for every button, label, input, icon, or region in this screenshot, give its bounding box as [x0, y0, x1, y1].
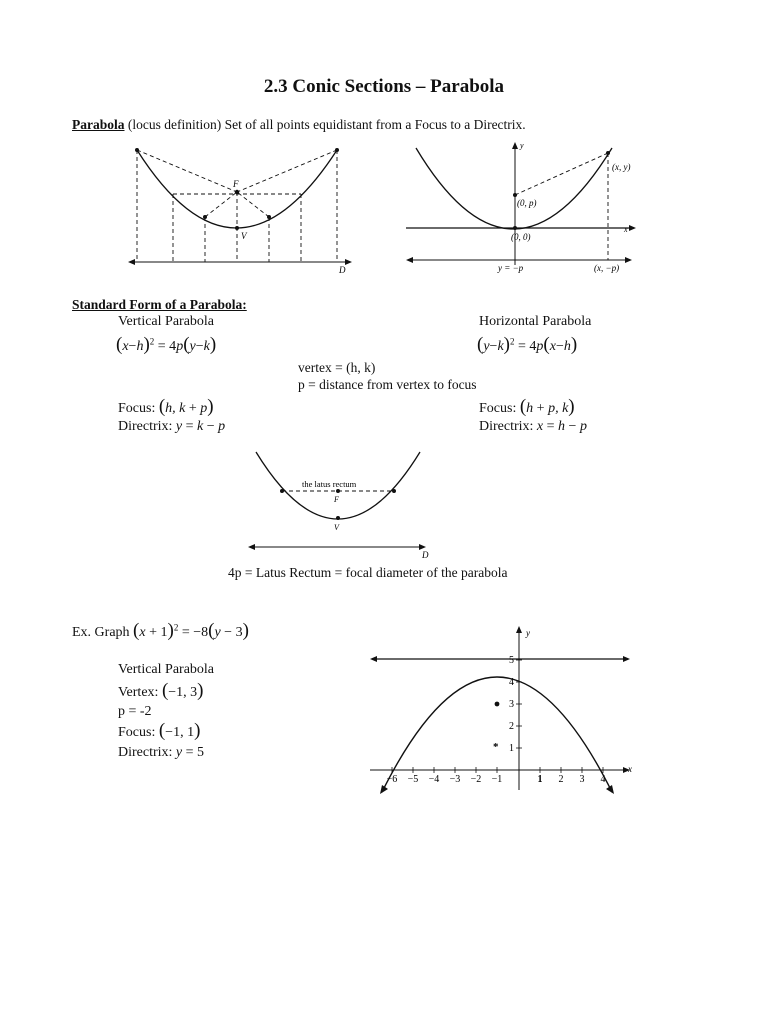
vertical-focus: Focus: (h, k + p)	[118, 396, 214, 417]
definition-term: Parabola	[72, 117, 125, 132]
focus-star-marker: *	[493, 741, 499, 753]
x-tick-label: 1	[537, 774, 543, 785]
latus-directrix-label: D	[422, 550, 429, 560]
directrix-label: D	[339, 265, 346, 275]
example-focus: Focus: (−1, 1)	[118, 720, 201, 741]
x-axis-label: x	[624, 225, 628, 234]
x-tick-label: −1	[491, 774, 503, 785]
x-tick-label: −2	[470, 774, 482, 785]
vertical-parabola-label: Vertical Parabola	[118, 314, 215, 329]
y-tick-label: 5	[509, 655, 514, 666]
y-tick-label: 2	[509, 721, 514, 732]
parabola-curve-2	[416, 148, 612, 229]
x-tick-label: 3	[579, 774, 585, 785]
x-tick-label: 2	[558, 774, 564, 785]
latus-focus-label: F	[334, 495, 339, 504]
vertex-definition: vertex = (h, k)	[298, 360, 376, 375]
example-vertex: Vertex: (−1, 3)	[118, 680, 204, 701]
latus-rectum-diagram	[244, 446, 434, 564]
graph-y-label: y	[526, 628, 530, 638]
example-p: p = -2	[118, 704, 152, 719]
directrix-equation-label: y = −p	[498, 263, 524, 273]
latus-caption: 4p = Latus Rectum = focal diameter of the parabola	[228, 565, 508, 580]
x-tick-label: −4	[428, 774, 440, 785]
horizontal-focus: Focus: (h + p, k)	[479, 396, 575, 417]
origin-label: (0, 0)	[511, 232, 531, 242]
vertical-directrix: Directrix: y = k − p	[118, 419, 226, 434]
y-tick-label: 4	[509, 677, 514, 688]
point-xy-label: (x, y)	[612, 162, 631, 172]
horizontal-equation: $(y-k)^2 = 4p(x-h)$	[477, 334, 578, 355]
x-tick-label: 4	[600, 774, 606, 785]
directrix-foot-label: (x, −p)	[594, 263, 620, 273]
graph-x-label: x	[628, 764, 632, 774]
definition-text: (locus definition) Set of all points equidistant from a Focus to a Directrix.	[124, 117, 526, 132]
definition-line	[72, 117, 526, 133]
p-definition: p = distance from vertex to focus	[298, 377, 477, 392]
latus-vertex-label: V	[334, 523, 339, 532]
coordinate-parabola-diagram	[402, 140, 642, 280]
locus-diagram	[125, 140, 355, 280]
latus-rectum-label: the latus rectum	[302, 479, 357, 489]
x-tick-label: −3	[449, 774, 461, 785]
point-0p-label: (0, p)	[517, 198, 537, 208]
vertex-label: V	[241, 231, 247, 241]
vertical-equation: $(x-h)^2 = 4p(y-k)$	[116, 334, 217, 355]
example-graph	[362, 622, 642, 800]
x-tick-label: −6	[386, 774, 398, 785]
y-axis-label: y	[520, 141, 524, 150]
example-directrix: Directrix: y = 5	[118, 745, 205, 760]
y-tick-label: 3	[509, 699, 514, 710]
example-type: Vertical Parabola	[118, 662, 215, 677]
standard-form-heading: Standard Form of a Parabola:	[72, 297, 247, 312]
focus-label: F	[233, 179, 239, 189]
y-tick-label: 1	[509, 743, 514, 754]
horizontal-parabola-label: Horizontal Parabola	[479, 314, 592, 329]
x-tick-label: −5	[407, 774, 419, 785]
page-title: 2.3 Conic Sections – Parabola	[263, 76, 505, 97]
horizontal-directrix: Directrix: x = h − p	[479, 419, 587, 434]
example-equation: Ex. Graph $(x + 1)^2 = -8(y - 3)$	[72, 620, 249, 641]
